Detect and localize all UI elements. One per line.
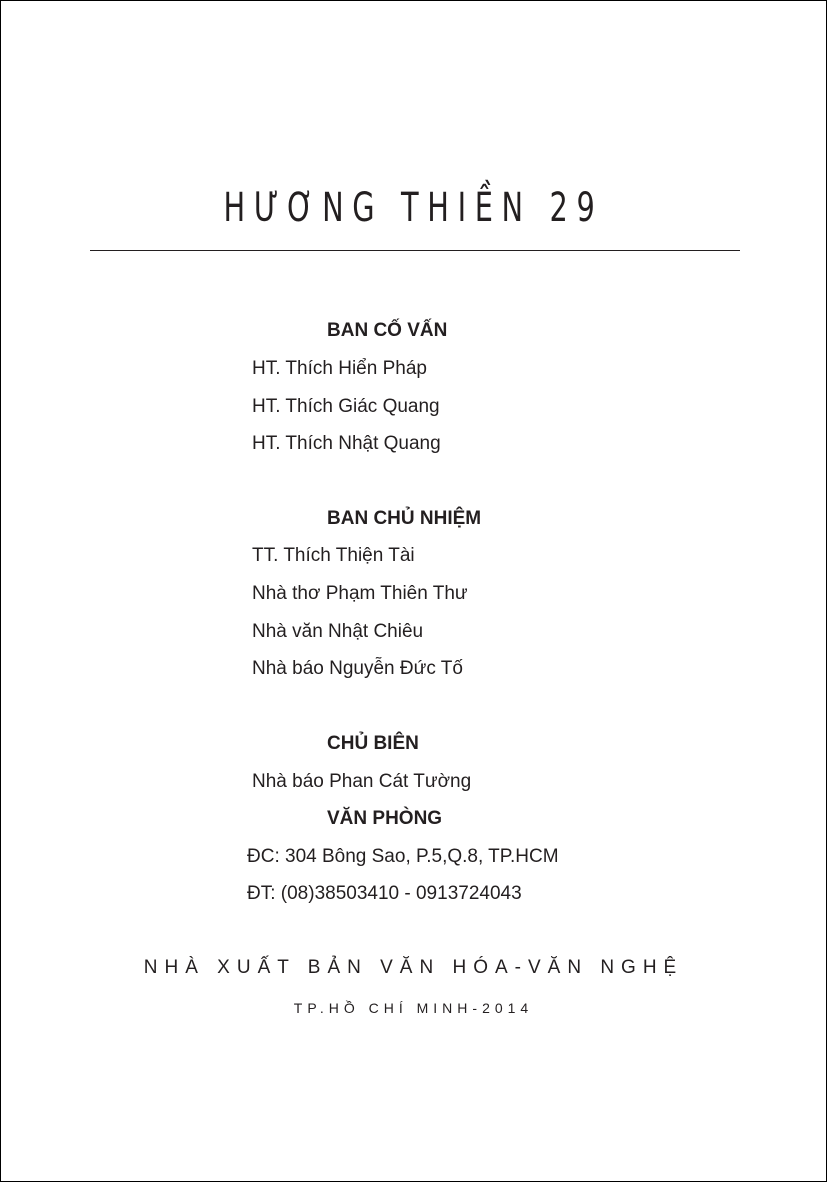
advisory-member: HT. Thích Giác Quang <box>252 396 440 417</box>
management-member: Nhà văn Nhật Chiêu <box>252 621 424 642</box>
office-heading: VĂN PHÒNG <box>327 808 443 829</box>
title-rule <box>90 250 740 251</box>
management-member: Nhà báo Nguyễn Đức Tố <box>252 658 463 679</box>
publisher-name: NHÀ XUẤT BẢN VĂN HÓA-VĂN NGHỆ <box>143 957 684 978</box>
office-address: ĐC: 304 Bông Sao, P.5,Q.8, TP.HCM <box>247 846 559 867</box>
management-heading: BAN CHỦ NHIỆM <box>327 508 482 529</box>
management-member: TT. Thích Thiện Tài <box>252 545 415 566</box>
management-member: Nhà thơ Phạm Thiên Thư <box>252 583 468 604</box>
editor-name: Nhà báo Phan Cát Tường <box>252 771 472 792</box>
book-title: HƯƠNG THIỀN 29 <box>223 185 604 231</box>
advisory-member: HT. Thích Hiển Pháp <box>252 358 427 379</box>
place-year: TP.HỒ CHÍ MINH-2014 <box>293 1000 534 1016</box>
editor-heading: CHỦ BIÊN <box>327 733 419 754</box>
advisory-member: HT. Thích Nhật Quang <box>252 433 441 454</box>
advisory-heading: BAN CỐ VẤN <box>327 320 448 341</box>
office-phone: ĐT: (08)38503410 - 0913724043 <box>247 883 522 904</box>
